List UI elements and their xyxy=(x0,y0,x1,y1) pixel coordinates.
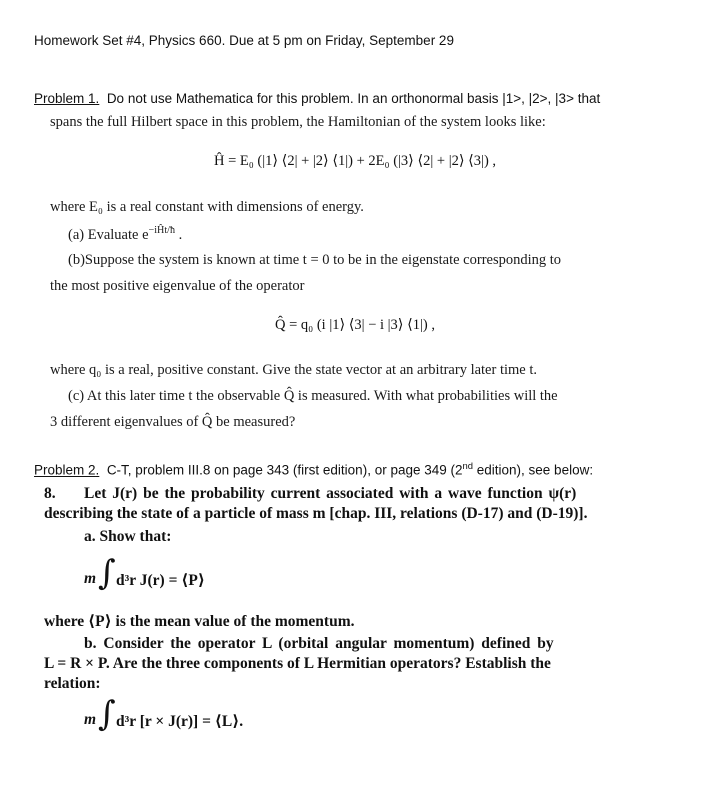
problem1-intro-line xyxy=(34,91,600,106)
integral-sign-2: ∫ xyxy=(98,694,116,734)
part-a-text xyxy=(68,225,182,244)
problem2-intro-line xyxy=(34,461,593,478)
hamiltonian-equation: Ĥ = E₀ (|1⟩ ⟨2| + |2⟩ ⟨1|) + 2E₀ (|3⟩ ⟨2| + |2⟩ ⟨3|) , xyxy=(213,153,497,169)
ct-part-a: a. Show that: xyxy=(84,528,172,545)
problem1-intro2: spans the full Hilbert space in this problem, the Hamiltonian of the system looks like: xyxy=(50,114,546,130)
part-b-line1: (b)Suppose the system is known at time t = 0 to be in the eigenstate corresponding to xyxy=(68,252,562,268)
homework-title: Homework Set #4, Physics 660. Due at 5 pm on Friday, September 29 xyxy=(34,33,454,48)
ct-part-b-line3: relation: xyxy=(44,675,101,692)
eq2-body: d³r [r × J(r)] = ⟨L⟩. xyxy=(116,713,244,730)
problem2-label: Problem 2 xyxy=(34,462,96,478)
ct-part-b-line1: b. Consider the operator L (orbital angular momentum) defined by xyxy=(84,635,554,652)
ct-question-line1: Let J(r) be the probability current associated with a wave function ψ(r) xyxy=(84,485,577,502)
eq1-mass: m xyxy=(84,570,97,587)
where-p-text: where ⟨P⟩ is the mean value of the momentum. xyxy=(44,613,355,630)
ct-question-number: 8. xyxy=(44,485,56,502)
problem2-intro-sup: nd xyxy=(462,461,474,472)
part-a-period: . xyxy=(175,226,183,243)
part-b-line2: the most positive eigenvalue of the operator xyxy=(50,278,305,294)
problem1-label: Problem 1 xyxy=(34,91,96,106)
problem1-label-dot: . xyxy=(95,91,100,106)
operator-q-equation: Q̂ = q₀ (i |1⟩ ⟨3| − i |3⟩ ⟨1|) , xyxy=(275,317,435,333)
part-c-line2: 3 different eigenvalues of Q̂ be measured? xyxy=(50,414,296,430)
eq1-body: d³r J(r) = ⟨P⟩ xyxy=(116,572,205,589)
integral-sign-1: ∫ xyxy=(98,553,116,593)
ct-question-line2: describing the state of a particle of mass m [chap. III, relations (D-17) and (D-19)]. xyxy=(44,505,588,522)
part-a-exponent: −iĤt/ħ xyxy=(148,225,176,236)
problem2-label-dot: . xyxy=(95,462,100,478)
where-q0-text: where q₀ is a real, positive constant. Give the state vector at an arbitrary later time t. xyxy=(50,362,537,378)
ct-part-b-line2: L = R × P. Are the three components of L Hermitian operators? Establish the xyxy=(44,655,551,672)
eq2-mass: m xyxy=(84,711,97,728)
part-c-line1: (c) At this later time t the observable Q̂ is measured. With what probabilities will the xyxy=(68,388,558,404)
where-e0-text: where E₀ is a real constant with dimensions of energy. xyxy=(50,199,364,215)
problem2-intro-b: edition), see below: xyxy=(473,462,594,478)
problem1-intro: Do not use Mathematica for this problem. In an orthonormal basis |1>, |2>, |3> that xyxy=(106,91,601,106)
part-a-label: (a) Evaluate e xyxy=(68,226,149,243)
problem2-intro-a: C-T, problem III.8 on page 343 (first edition), or page 349 (2 xyxy=(106,462,463,478)
